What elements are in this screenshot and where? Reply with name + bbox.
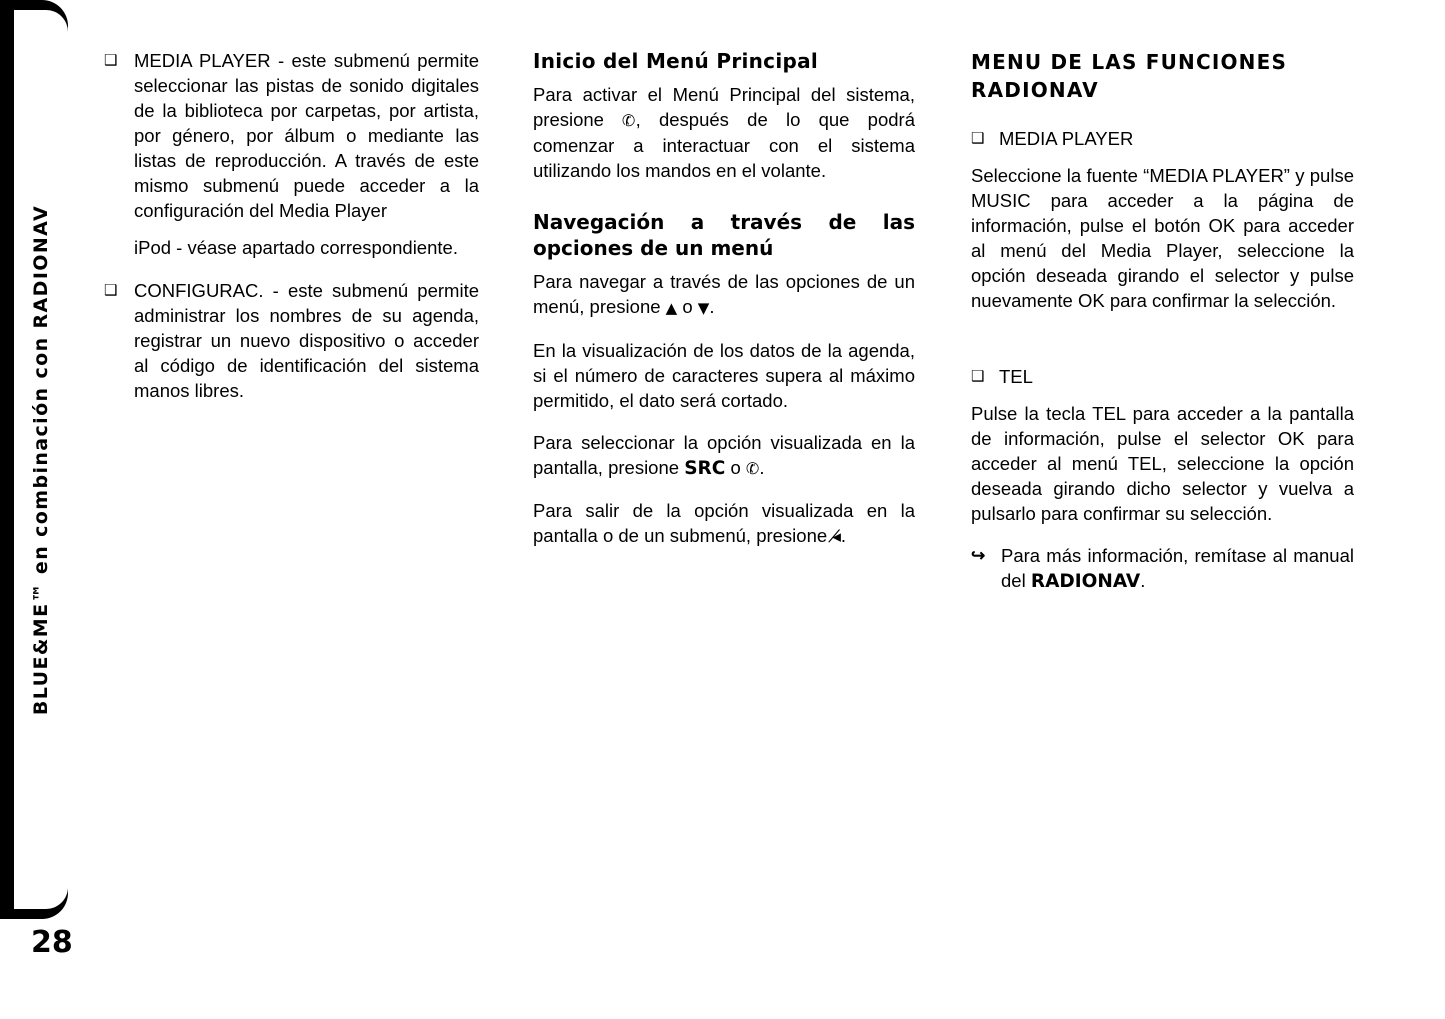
- note-text-part2: .: [1140, 570, 1146, 591]
- paragraph-salir-opcion: [533, 498, 915, 550]
- column-left: [104, 48, 479, 415]
- list-item-tel: [971, 364, 1354, 389]
- column-right: [971, 48, 1354, 594]
- section-heading-navegacion-opciones: Navegación a través de las opciones de un menú: [533, 210, 915, 260]
- spacer: [971, 330, 1354, 364]
- paragraph-text-part1: Para activar el Menú Principal del sistema, presione: [533, 84, 915, 130]
- side-tab-black-band: [0, 0, 68, 919]
- section-heading-inicio-menu-principal: Inicio del Menú Principal: [533, 49, 819, 73]
- side-tab-label: BLUE&ME™ en combinación con RADIONAV: [30, 204, 52, 715]
- note-key-radionav: RADIONAV: [1030, 571, 1141, 592]
- paragraph-tel: Pulse la tecla TEL para acceder a la pantalla de información, pulse el selector OK para acceder al menú TEL, seleccione la opción deseada girando dicho selector y vuelva a pulsarlo para confirmar su selección.: [971, 403, 1354, 524]
- list-item: [104, 278, 479, 403]
- list-item-media-player: [971, 126, 1354, 151]
- paragraph-text-part2: .: [759, 457, 765, 478]
- page-number: 28: [31, 925, 73, 960]
- list-item-label: MEDIA PLAYER: [999, 128, 1134, 149]
- paragraph-text-part1: Para seleccionar la opción visualizada en la pantalla, presione: [533, 432, 915, 478]
- paragraph-text-part1: Para navegar a través de las opciones de un menú, presione: [533, 271, 915, 317]
- paragraph-seleccionar-opcion: [533, 430, 915, 481]
- phone-icon: ✆: [620, 109, 638, 132]
- bullet-icon: ❑: [971, 130, 985, 147]
- note-mas-informacion: [971, 543, 1354, 594]
- key-label-src: SRC: [684, 458, 726, 479]
- bullet-icon: ❑: [971, 368, 985, 385]
- paragraph-text-part1: Para salir de la opción visualizada en la pantalla o de un submenú, presione: [533, 500, 915, 546]
- mute-speaker-icon: ◂̸: [832, 527, 841, 547]
- list-item-label: TEL: [999, 366, 1033, 387]
- paragraph-visualizacion-datos: En la visualización de los datos de la agenda, si el número de caracteres supera al máximo permitido, el dato será cortado.: [533, 340, 915, 411]
- paragraph-activar-menu: [533, 82, 915, 183]
- list-item-text: CONFIGURAC. - este submenú permite administrar los nombres de su agenda, registrar un nuevo dispositivo o acceder al código de identificación del sistema manos libres.: [134, 280, 479, 401]
- list-item-text: MEDIA PLAYER - este submenú permite seleccionar las pistas de sonido digitales de la biblioteca por carpetas, por artista, por género, por álbum o mediante las listas de reproducción. A través de este mismo submenú puede acceder a la configuración del Media Player: [134, 50, 479, 221]
- note-text-part1: Para más información, remítase al manual del: [1001, 545, 1354, 591]
- arrow-down-icon: ▼: [697, 299, 710, 317]
- bullet-icon: ❑: [104, 52, 118, 69]
- arrow-up-icon: ▲: [665, 299, 678, 317]
- paragraph-text-mid: o: [725, 457, 746, 478]
- side-tab-inner: [14, 10, 68, 909]
- paragraph-text-mid: o: [677, 296, 698, 317]
- paragraph-navegar-opciones: [533, 269, 915, 321]
- list-item: [104, 48, 479, 223]
- bullet-icon: ❑: [104, 282, 118, 299]
- phone-icon: ✆: [744, 457, 761, 480]
- arrow-hook-icon: ↪: [971, 546, 986, 565]
- column-middle: [533, 48, 915, 550]
- side-tab-label-wrapper: [14, 10, 68, 909]
- paragraph-text-part2: .: [840, 525, 846, 546]
- paragraph-media-player: Seleccione la fuente “MEDIA PLAYER” y pulse MUSIC para acceder a la página de información, pulse el botón OK para acceder al menú del Media Player, seleccione la opción deseada girando el selector y pulse nuevamente OK para confirmar la selección.: [971, 165, 1354, 311]
- paragraph-text-part2: , después de lo que podrá comenzar a interactuar con el sistema utilizando los mandos en el volante.: [533, 109, 915, 181]
- section-heading-menu-funciones-radionav: MENU DE LAS FUNCIONES RADIONAV: [971, 50, 1288, 102]
- list-item-subtext: iPod - véase apartado correspondiente.: [134, 237, 458, 258]
- paragraph-text-part2: .: [709, 296, 715, 317]
